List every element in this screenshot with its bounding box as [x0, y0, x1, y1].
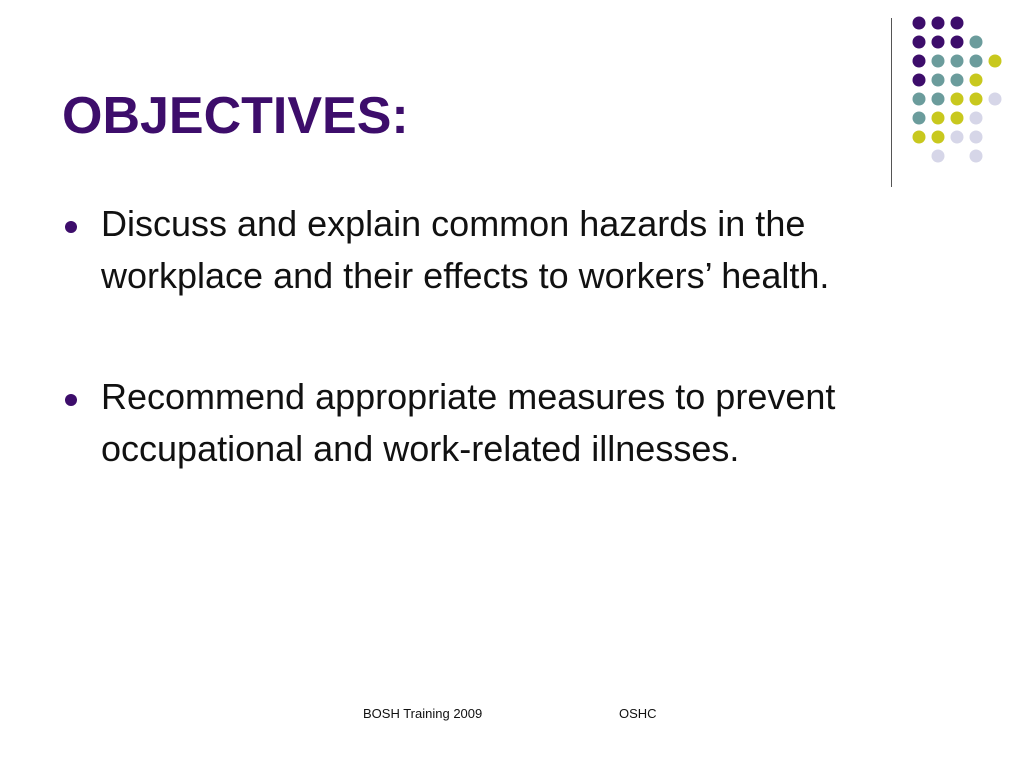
- bullet-list: [62, 198, 962, 475]
- bullet-item-hazards: [62, 198, 962, 302]
- decorative-dot: [970, 55, 983, 68]
- decorative-dot: [932, 36, 945, 49]
- slide-title: OBJECTIVES:: [62, 87, 409, 145]
- vertical-divider: [891, 18, 892, 187]
- bullet-text: Discuss and explain common hazards in the workplace and their effects to workers’ health.: [101, 203, 830, 296]
- footer-left-text: BOSH Training 2009: [363, 706, 483, 721]
- decorative-dot: [913, 17, 926, 30]
- decorative-dot: [951, 74, 964, 87]
- decorative-dot: [989, 55, 1002, 68]
- decorative-dot: [970, 131, 983, 144]
- decorative-dot: [913, 36, 926, 49]
- decorative-dot: [951, 93, 964, 106]
- decorative-dot: [932, 150, 945, 163]
- decorative-dot: [951, 131, 964, 144]
- decorative-dot: [951, 112, 964, 125]
- decorative-dot: [932, 74, 945, 87]
- decorative-dot: [913, 112, 926, 125]
- decorative-dot: [913, 74, 926, 87]
- bullet-dot-icon: [65, 221, 77, 233]
- decorative-dot: [932, 55, 945, 68]
- decorative-dot: [970, 74, 983, 87]
- decorative-dot: [932, 17, 945, 30]
- decorative-dot: [913, 55, 926, 68]
- decorative-dot: [970, 150, 983, 163]
- decorative-dot: [951, 55, 964, 68]
- decorative-dot: [913, 131, 926, 144]
- footer-right-text: OSHC: [619, 706, 657, 721]
- decorative-dot: [970, 112, 983, 125]
- decorative-dot: [970, 36, 983, 49]
- decorative-dot: [951, 17, 964, 30]
- bullet-dot-icon: [65, 394, 77, 406]
- bullet-item-measures: [62, 371, 962, 475]
- decorative-dot: [932, 131, 945, 144]
- decorative-dot: [913, 93, 926, 106]
- bullet-text: Recommend appropriate measures to prevent occupational and work-related illnesses.: [101, 376, 836, 469]
- decorative-dot: [970, 93, 983, 106]
- decorative-dot: [932, 93, 945, 106]
- decorative-dot: [989, 93, 1002, 106]
- decorative-dot: [932, 112, 945, 125]
- decorative-dot: [951, 36, 964, 49]
